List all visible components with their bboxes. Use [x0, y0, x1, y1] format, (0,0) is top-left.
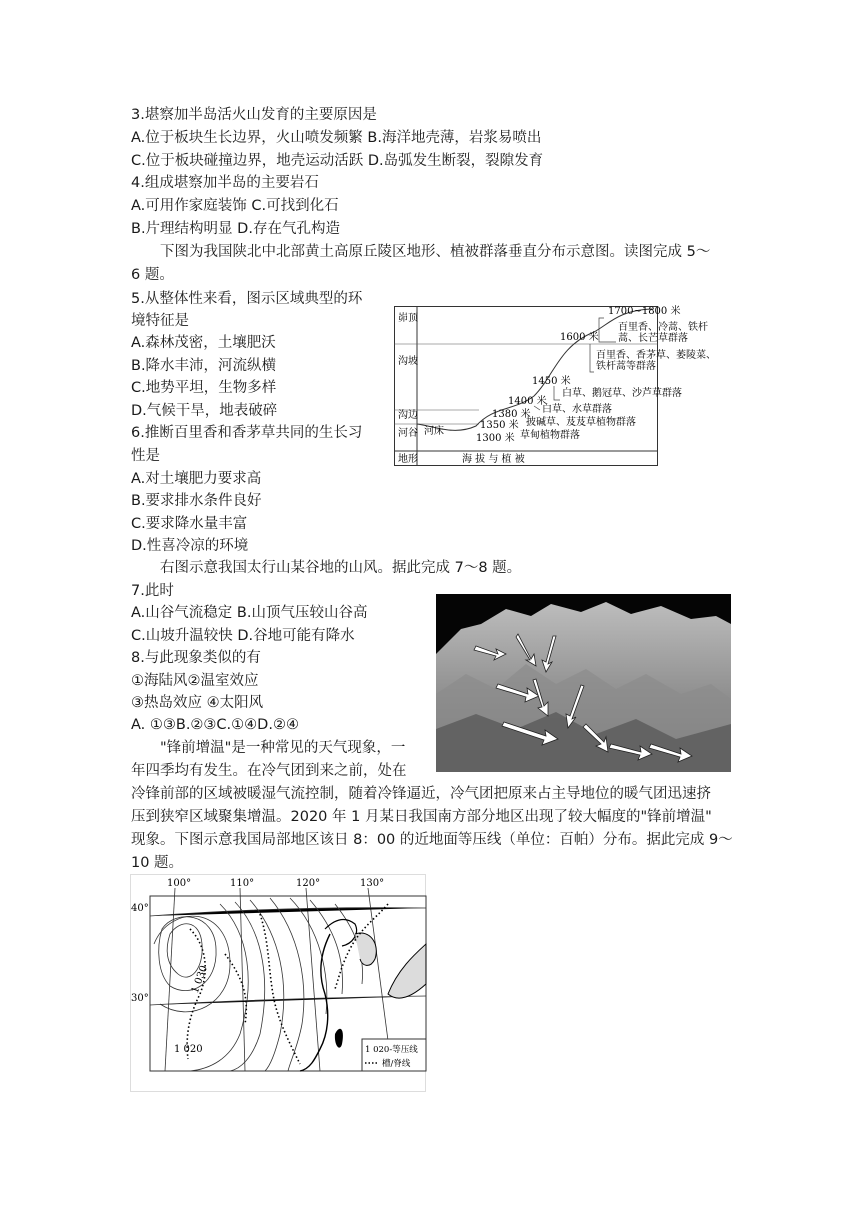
elevation-1400: 1400 米 — [508, 396, 547, 407]
question-6-option-c: C.要求降水量丰富 — [131, 516, 248, 532]
label-elevation-vegetation: 海 拔 与 植 被 — [462, 454, 525, 465]
question-4-options-bd: B.片理结构明显 D.存在气孔构造 — [131, 221, 340, 237]
question-8-answers: A. ①③B.②③C.①④D.②④ — [131, 717, 299, 733]
label-riverbed: 河床 — [424, 426, 444, 437]
question-5-option-b: B.降水丰沛，河流纵横 — [131, 358, 277, 374]
question-6-line2: 性是 — [131, 448, 160, 464]
question-5-line2: 境特征是 — [131, 313, 189, 329]
elevation-1380: 1380 米 — [492, 409, 531, 420]
latitude-40: 40° — [131, 903, 149, 914]
question-7-options-cd: C.山坡升温较快 D.谷地可能有降水 — [131, 628, 355, 644]
paragraph-line3: 冷锋前部的区域被暖湿气流控制，随着冷锋逼近，冷气团把原来占主导地位的暖气团迅速挤 — [131, 786, 711, 802]
isobar-label-1030: 1 030 — [189, 964, 211, 995]
question-4-options-ac: A.可用作家庭装饰 C.可找到化石 — [131, 198, 339, 214]
question-5-option-c: C.地势平坦，生物多样 — [131, 380, 277, 396]
label-slope: 沟坡 — [398, 356, 418, 367]
elevation-1300: 1300 米 — [476, 433, 515, 444]
paragraph-line6: 10 题。 — [131, 855, 184, 871]
question-6-option-d: D.性喜冷凉的环境 — [131, 538, 249, 554]
question-3: 3.堪察加半岛活火山发育的主要原因是 — [131, 107, 377, 123]
paragraph-line4: 压到狭窄区域聚集增温。2020 年 1 月某日我国南方部分地区出现了较大幅度的"锋前增温" — [131, 809, 712, 825]
question-5-line1: 5.从整体性来看，图示区域典型的环 — [131, 291, 363, 307]
vegetation-profile-figure — [394, 306, 716, 466]
vegetation-2b: 铁杆蒿等群落 — [596, 361, 656, 372]
question-5-option-d: D.气候干旱，地表破碎 — [131, 403, 278, 419]
latitude-30: 30° — [131, 993, 149, 1004]
paragraph-line1: "锋前增温"是一种常见的天气现象，一 — [160, 740, 406, 756]
intro-7-8: 右图示意我国太行山某谷地的山风。据此完成 7～8 题。 — [160, 560, 522, 576]
vegetation-7: 草甸植物群落 — [520, 430, 580, 441]
question-8-options-1: ①海陆风②温室效应 — [131, 673, 259, 689]
elevation-1450: 1450 米 — [532, 376, 571, 387]
isobar-label-1020: 1 020 — [174, 1044, 203, 1055]
paragraph-line2: 年四季均有发生。在冷气团到来之前，处在 — [131, 763, 407, 779]
isobar-map-figure — [130, 874, 426, 1092]
question-7: 7.此时 — [131, 583, 174, 599]
question-8: 8.与此现象类似的有 — [131, 650, 261, 666]
label-top: 峁顶 — [398, 313, 418, 324]
vegetation-5: 白草、水草群落 — [542, 404, 612, 415]
vegetation-4: 白草、鹅冠草、沙芦草群落 — [562, 388, 682, 399]
elevation-1350: 1350 米 — [480, 420, 519, 431]
longitude-120: 120° — [296, 878, 321, 889]
label-river: 河谷 — [398, 428, 418, 439]
question-6-line1: 6.推断百里香和香茅草共同的生长习 — [131, 425, 363, 441]
vegetation-1b: 蒿、长芒草群落 — [618, 333, 688, 344]
paragraph-line5: 现象。下图示意我国局部地区该日 8：00 的近地面等压线（单位：百帕）分布。据此完成 9～ — [131, 832, 733, 848]
question-8-options-2: ③热岛效应 ④太阳风 — [131, 695, 264, 711]
legend-isobar: 1 020-等压线 — [365, 1045, 418, 1055]
intro-5-6-line1: 下图为我国陕北中北部黄土高原丘陵区地形、植被群落垂直分布示意图。读图完成 5～ — [160, 244, 711, 260]
longitude-130: 130° — [360, 878, 385, 889]
label-edge: 沟边 — [398, 410, 418, 421]
question-3-options-cd: C.位于板块碰撞边界，地壳运动活跃 D.岛弧发生断裂，裂隙发育 — [131, 153, 544, 169]
intro-5-6-line2: 6 题。 — [131, 267, 174, 283]
question-7-options-ab: A.山谷气流稳定 B.山顶气压较山谷高 — [131, 605, 368, 621]
longitude-110: 110° — [230, 878, 255, 889]
question-6-option-a: A.对土壤肥力要求高 — [131, 471, 262, 487]
legend-trough: 槽/脊线 — [382, 1059, 411, 1069]
longitude-100: 100° — [167, 878, 192, 889]
vegetation-6: 披碱草、芨芨草植物群落 — [526, 417, 636, 428]
question-4: 4.组成堪察加半岛的主要岩石 — [131, 175, 319, 191]
label-terrain: 地形 — [398, 454, 418, 465]
vegetation-2: 百里香、香茅草、萎陵菜、 — [596, 350, 716, 361]
question-6-option-b: B.要求排水条件良好 — [131, 493, 262, 509]
elevation-1600: 1600 米 — [560, 332, 599, 343]
mountain-wind-figure — [436, 594, 731, 772]
elevation-1700: 1700~1800 米 — [608, 306, 681, 317]
question-5-option-a: A.森林茂密，土壤肥沃 — [131, 335, 276, 351]
question-3-options-ab: A.位于板块生长边界，火山喷发频繁 B.海洋地壳薄，岩浆易喷出 — [131, 130, 542, 146]
vegetation-1: 百里香、冷蒿、铁杆 — [618, 322, 708, 333]
